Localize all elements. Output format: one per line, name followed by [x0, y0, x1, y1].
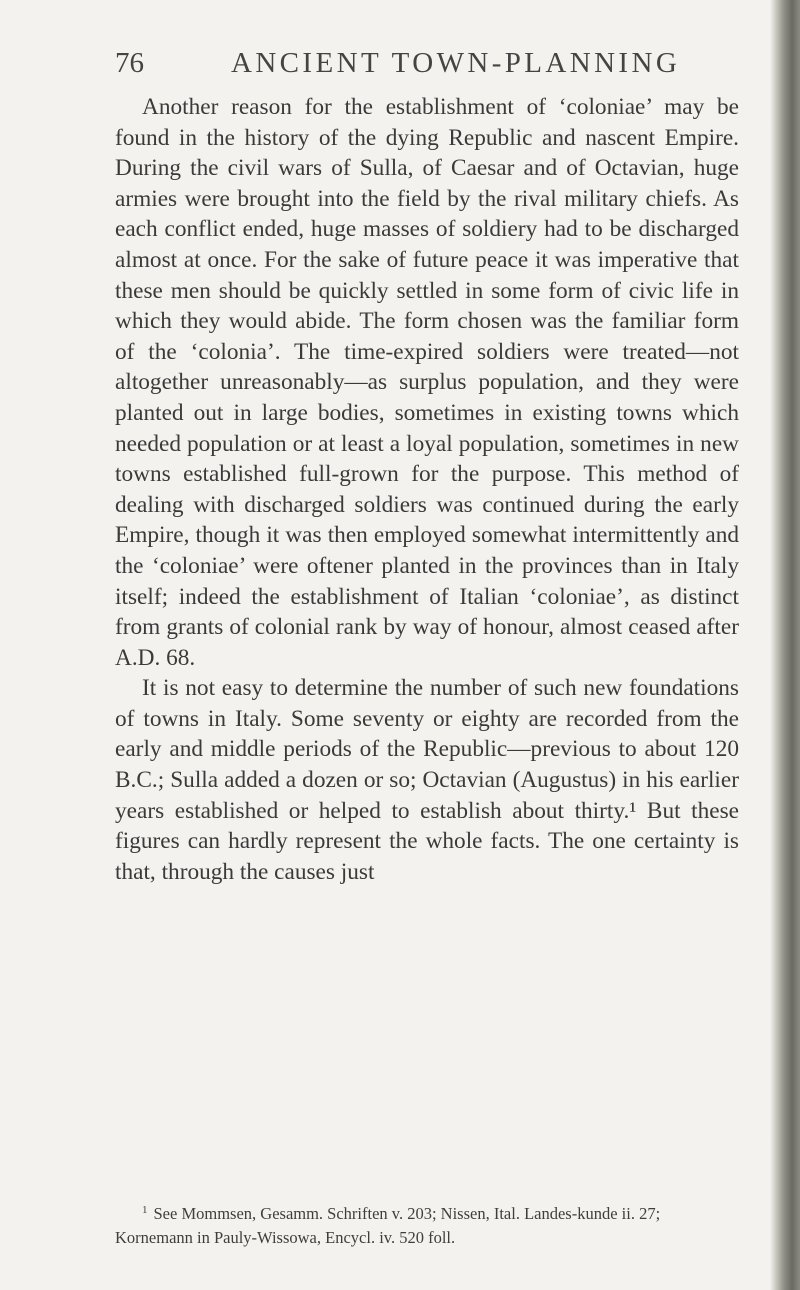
paragraph: It is not easy to determine the number of such new foundations of towns in Italy. Some seventy or eighty are recorded from the early and middle periods of the Republic—previous to about 120 B.C.; Sulla added a dozen or so; Octavian (Augustus) in his earlier years established or helped to establish about thirty.¹ But these figures can hardly represent the whole facts. The one certainty is that, through the causes just	[115, 675, 739, 885]
paragraph: Another reason for the establishment of ‘coloniae’ may be found in the history of the dying Republic and nascent Empire. During the civil wars of Sulla, of Caesar and of Octavian, huge armies were brought into the field by the rival military chiefs. As each conflict ended, huge masses of soldiery had to be discharged almost at once. For the sake of future peace it was imperative that these men should be quickly settled in some form of civic life in which they would abide. The form chosen was the familiar form of the ‘colonia’. The time-expired soldiers were treated—not altogether unreasonably—as surplus population, and they were planted out in large bodies, sometimes in existing towns which needed population or at least a loyal population, sometimes in new towns established full-grown for the purpose. This method of dealing with discharged soldiers was continued during the early Empire, though it was then employed somewhat intermittently and the ‘coloniae’ were oftener planted in the provinces than in Italy itself; indeed the establishment of Italian ‘coloniae’, as distinct from grants of colonial rank by way of honour, almost ceased after A.D. 68.	[115, 94, 739, 671]
running-title: ANCIENT TOWN-PLANNING	[231, 47, 681, 79]
footnotes	[115, 1198, 739, 1250]
footnote-text: See Mommsen, Gesamm. Schriften v. 203; Nissen, Ital. Landes-kunde ii. 27; Kornemann in Pauly-Wissowa, Encycl. iv. 520 foll.	[115, 1204, 661, 1247]
footnote-mark: 1	[142, 1204, 148, 1216]
body-text	[115, 92, 739, 887]
binding-edge	[770, 0, 800, 1290]
footnote	[115, 1198, 739, 1250]
page-number: 76	[115, 47, 144, 79]
running-head	[115, 47, 765, 87]
